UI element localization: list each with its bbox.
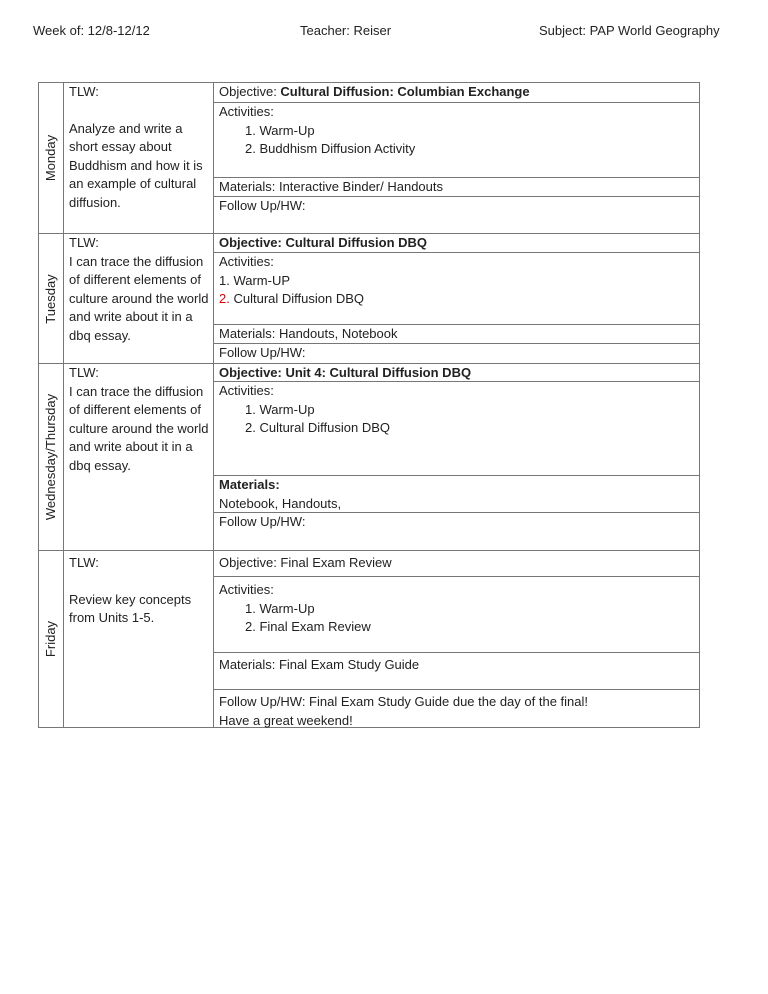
materials: Materials: Notebook, Handouts, — [214, 476, 699, 513]
row-monday — [39, 83, 700, 234]
followup: Follow Up/HW: Final Exam Study Guide due the day of the final! Have a great weekend! — [219, 694, 588, 728]
objective: Objective: Cultural Diffusion: Columbian Exchange — [214, 83, 699, 103]
objective: Objective: Final Exam Review — [214, 551, 699, 577]
followup: Follow Up/HW: — [219, 198, 306, 213]
tlw-cell: TLW: I can trace the diffusion of different elements of culture around the world and write about it in a dbq essay. — [64, 364, 214, 551]
materials: Materials: Interactive Binder/ Handouts — [214, 178, 699, 197]
materials: Materials: Handouts, Notebook — [214, 325, 699, 344]
followup: Follow Up/HW: — [219, 345, 306, 360]
row-wednesday-thursday — [39, 364, 700, 551]
tlw-cell: TLW: Analyze and write a short essay about Buddhism and how it is an example of cultural diffusion. — [64, 83, 214, 234]
activities: Activities: 1. Warm-Up 2. Buddhism Diffusion Activity — [214, 103, 699, 178]
activities: Activities: 1. Warm-Up 2. Cultural Diffusion DBQ — [214, 382, 699, 476]
lesson-plan-table — [38, 82, 700, 728]
tlw-cell: TLW: I can trace the diffusion of different elements of culture around the world and write about it in a dbq essay. — [64, 234, 214, 364]
activities: Activities: 1. Warm-Up 2. Final Exam Review — [214, 577, 699, 653]
week-label: Week of: 12/8-12/12 — [33, 23, 150, 38]
followup: Follow Up/HW: — [219, 514, 306, 529]
materials: Materials: Final Exam Study Guide — [214, 653, 699, 690]
activities: Activities: 1. Warm-UP 2. Cultural Diffusion DBQ — [214, 253, 699, 325]
day-label: Monday — [42, 134, 58, 182]
subject-label: Subject: PAP World Geography — [539, 23, 720, 38]
teacher-label: Teacher: Reiser — [300, 23, 392, 38]
objective: Objective: Cultural Diffusion DBQ — [214, 234, 699, 253]
day-label: Tuesday — [42, 273, 58, 324]
day-label: Friday — [42, 620, 58, 658]
tlw-cell: TLW: Review key concepts from Units 1-5. — [64, 551, 214, 728]
day-label: Wednesday/Thursday — [42, 393, 58, 521]
row-tuesday — [39, 234, 700, 364]
objective: Objective: Unit 4: Cultural Diffusion DBQ — [214, 364, 699, 382]
row-friday — [39, 551, 700, 728]
